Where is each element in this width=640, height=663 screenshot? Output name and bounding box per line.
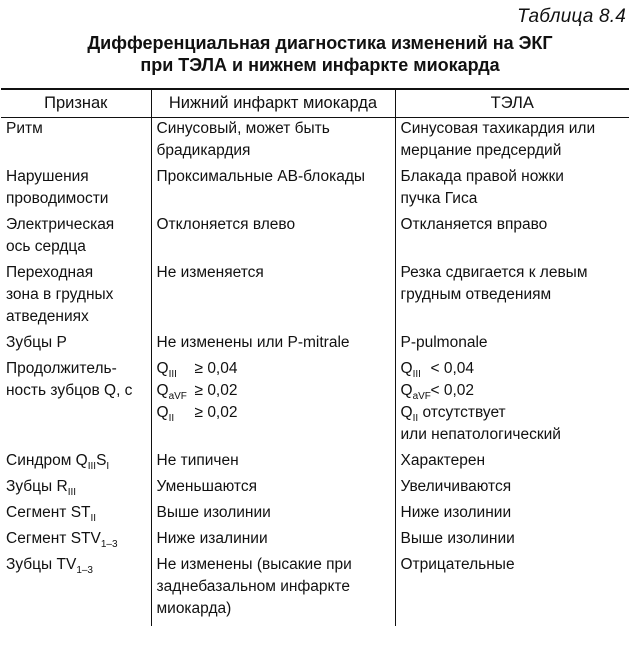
- table-row: [1, 332, 629, 358]
- cell-sign: Электрическая ось сердца: [6, 216, 115, 255]
- title-line-2: при ТЭЛА и нижнем инфаркте миокарда: [140, 55, 500, 75]
- q-note: или непатологический: [400, 426, 561, 443]
- cell-tela: [395, 358, 629, 450]
- q-criterion: $Q_{III} \ge 0,04$: [156, 360, 238, 381]
- cell-infarct: Не типичен: [151, 450, 395, 476]
- cell-tela: Синусовая тахикардия или мерцание предсердий: [395, 118, 629, 167]
- cell-tela: Ниже изолинии: [395, 502, 629, 528]
- table-row: [1, 476, 629, 502]
- cell-sign: Зубцы $TV_{1-3}$: [6, 556, 93, 577]
- cell-infarct: Проксимальные АВ-блокады: [151, 166, 395, 214]
- cell-infarct: [151, 358, 395, 450]
- cell-sign: Зубцы Р: [6, 334, 67, 351]
- cell-sign: Синдром $Q_{III}S_I$: [6, 452, 110, 473]
- cell-sign: Ритм: [6, 120, 43, 137]
- table-title: [0, 32, 640, 76]
- table-row: [1, 528, 629, 554]
- table-number: Таблица 8.4: [517, 6, 626, 27]
- q-criterion: $Q_{aVF}< 0,02$: [400, 382, 475, 403]
- cell-tela: Блакада правой ножки пучка Гиса: [395, 166, 629, 214]
- cell-sign: Нарушения проводимости: [6, 168, 109, 207]
- cell-tela: Резка сдвигается к левым грудным отведениям: [395, 262, 629, 332]
- cell-tela: P-pulmonale: [395, 332, 629, 358]
- table-row: [1, 214, 629, 262]
- cell-infarct: Выше изолинии: [151, 502, 395, 528]
- q-criterion: $Q_{III} < 0,04$: [400, 360, 475, 381]
- cell-tela: Отрицательные: [395, 554, 629, 626]
- table-row: [1, 554, 629, 626]
- q-criterion: $Q_{II} \ge 0,02$: [156, 404, 238, 425]
- cell-infarct: Синусовый, может быть брадикардия: [151, 118, 395, 167]
- table-row: [1, 118, 629, 167]
- table-row: [1, 358, 629, 450]
- header-sign: Признак: [1, 89, 151, 118]
- cell-infarct: Отклоняется влево: [151, 214, 395, 262]
- cell-sign: Продолжитель-ность зубцов Q, с: [6, 360, 133, 399]
- ecg-diagnosis-table: [1, 88, 629, 626]
- cell-infarct: Ниже изалинии: [151, 528, 395, 554]
- cell-tela: Выше изолинии: [395, 528, 629, 554]
- cell-sign: Зубцы $R_{III}$: [6, 478, 77, 499]
- table-row: [1, 166, 629, 214]
- cell-infarct: Не изменены или P-mitrale: [151, 332, 395, 358]
- cell-sign: Переходная зона в грудных атведениях: [6, 264, 114, 325]
- cell-sign: Сегмент $ST_{II}$: [6, 504, 97, 525]
- table-row: [1, 502, 629, 528]
- table-row: [1, 262, 629, 332]
- cell-infarct: Не изменяется: [151, 262, 395, 332]
- q-criterion: $Q_{aVF} \ge 0,02$: [156, 382, 238, 403]
- table-row: [1, 450, 629, 476]
- q-criterion: $Q_{II}$ отсутствует: [400, 404, 506, 425]
- header-tela: ТЭЛА: [395, 89, 629, 118]
- cell-tela: Увеличиваются: [395, 476, 629, 502]
- cell-infarct: Уменьшаются: [151, 476, 395, 502]
- header-infarct: Нижний инфаркт миокарда: [151, 89, 395, 118]
- cell-tela: Откланяется вправо: [395, 214, 629, 262]
- title-line-1: Дифференциальная диагностика изменений на ЭКГ: [87, 33, 553, 53]
- header-row: [1, 89, 629, 118]
- cell-tela: Характерен: [395, 450, 629, 476]
- cell-sign: Сегмент $STV_{1-3}$: [6, 530, 118, 551]
- cell-infarct: Не изменены (высакие при заднебазальном инфаркте миокарда): [151, 554, 395, 626]
